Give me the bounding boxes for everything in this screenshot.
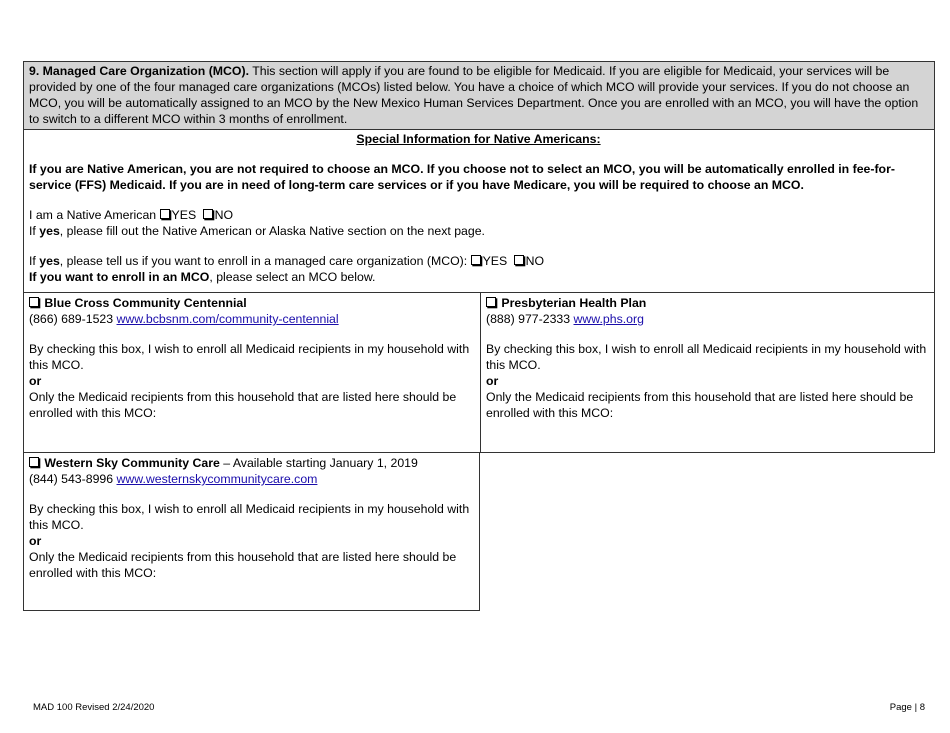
mco-note: – Available starting January 1, 2019 xyxy=(219,456,418,470)
native-notice: If you are Native American, you are not required to choose an MCO. If you choose not to select an MCO, you will be automatically enrolled in fee-for-service (FFS) Medicaid. If you are in need of long-term care services or if you have Medicare, you will be required to choose an MCO. xyxy=(29,162,895,192)
select-mco-instruction: If you want to enroll in an MCO, please select an MCO below. xyxy=(29,270,376,284)
mco-link[interactable]: www.westernskycommunitycare.com xyxy=(116,472,318,486)
mco-phone: (888) 977-2333 xyxy=(486,312,571,326)
mco-checkbox[interactable] xyxy=(29,457,39,467)
enroll-mco-question: If yes, please tell us if you want to enroll in a managed care organization (MCO): YES NO xyxy=(29,254,545,268)
form-id: MAD 100 Revised 2/24/2020 xyxy=(33,702,155,713)
q1-label: I am a Native American xyxy=(29,208,157,222)
empty-cell xyxy=(480,453,935,611)
enroll-all-text: By checking this box, I wish to enroll all Medicaid recipients in my household with this MCO. xyxy=(29,342,470,372)
q2-yes-checkbox[interactable] xyxy=(471,255,481,265)
mco-checkbox[interactable] xyxy=(29,297,39,307)
q1-yes-checkbox[interactable] xyxy=(160,209,170,219)
or-text: or xyxy=(29,374,42,388)
mco-option xyxy=(480,293,935,453)
page-number: Page | 8 xyxy=(889,702,925,713)
mco-name: Western Sky Community Care xyxy=(44,456,220,470)
or-text: or xyxy=(29,534,42,548)
section-header xyxy=(23,61,935,130)
mco-phone: (844) 543-8996 xyxy=(29,472,114,486)
q2-yes-label: YES xyxy=(482,254,508,268)
section-body xyxy=(23,130,935,293)
enroll-all-text: By checking this box, I wish to enroll all Medicaid recipients in my household with this MCO. xyxy=(486,342,927,372)
section-title: 9. Managed Care Organization (MCO). xyxy=(29,64,250,78)
mco-option xyxy=(23,453,480,611)
q1-followup: If yes, please fill out the Native American or Alaska Native section on the next page. xyxy=(29,224,485,238)
enroll-some-text: Only the Medicaid recipients from this household that are listed here should be enrolled with this MCO: xyxy=(29,550,457,580)
q1-no-checkbox[interactable] xyxy=(203,209,213,219)
q1-yes-label: YES xyxy=(171,208,197,222)
enroll-some-text: Only the Medicaid recipients from this household that are listed here should be enrolled with this MCO: xyxy=(29,390,457,420)
mco-link[interactable]: www.phs.org xyxy=(573,312,644,326)
mco-phone: (866) 689-1523 xyxy=(29,312,114,326)
mco-checkbox[interactable] xyxy=(486,297,496,307)
mco-row-2 xyxy=(23,453,935,611)
q2-no-checkbox[interactable] xyxy=(514,255,524,265)
mco-row-1 xyxy=(23,293,935,453)
q2-no-label: NO xyxy=(525,254,545,268)
enroll-all-text: By checking this box, I wish to enroll all Medicaid recipients in my household with this MCO. xyxy=(29,502,470,532)
native-american-question xyxy=(29,207,928,223)
mco-option xyxy=(23,293,480,453)
q1-no-label: NO xyxy=(214,208,234,222)
mco-link[interactable]: www.bcbsnm.com/community-centennial xyxy=(116,312,339,326)
mco-name: Presbyterian Health Plan xyxy=(501,296,647,310)
or-text: or xyxy=(486,374,499,388)
enroll-some-text: Only the Medicaid recipients from this household that are listed here should be enrolled with this MCO: xyxy=(486,390,914,420)
section-intro: This section will apply if you are found to be eligible for Medicaid. If you are eligible for Medicaid, your services will be provided by one of the four managed care organizations (MCOs) listed below. You have a choice of which MCO will provide your services. If you do not choose an MCO, you will be automatically assigned to an MCO by the New Mexico Human Services Department. Once you are enrolled with an MCO, you will have the option to switch to a different MCO within 3 months of enrollment. xyxy=(29,64,919,126)
special-heading: Special Information for Native Americans: xyxy=(356,132,601,146)
mco-name: Blue Cross Community Centennial xyxy=(44,296,247,310)
mco-section xyxy=(23,61,935,611)
